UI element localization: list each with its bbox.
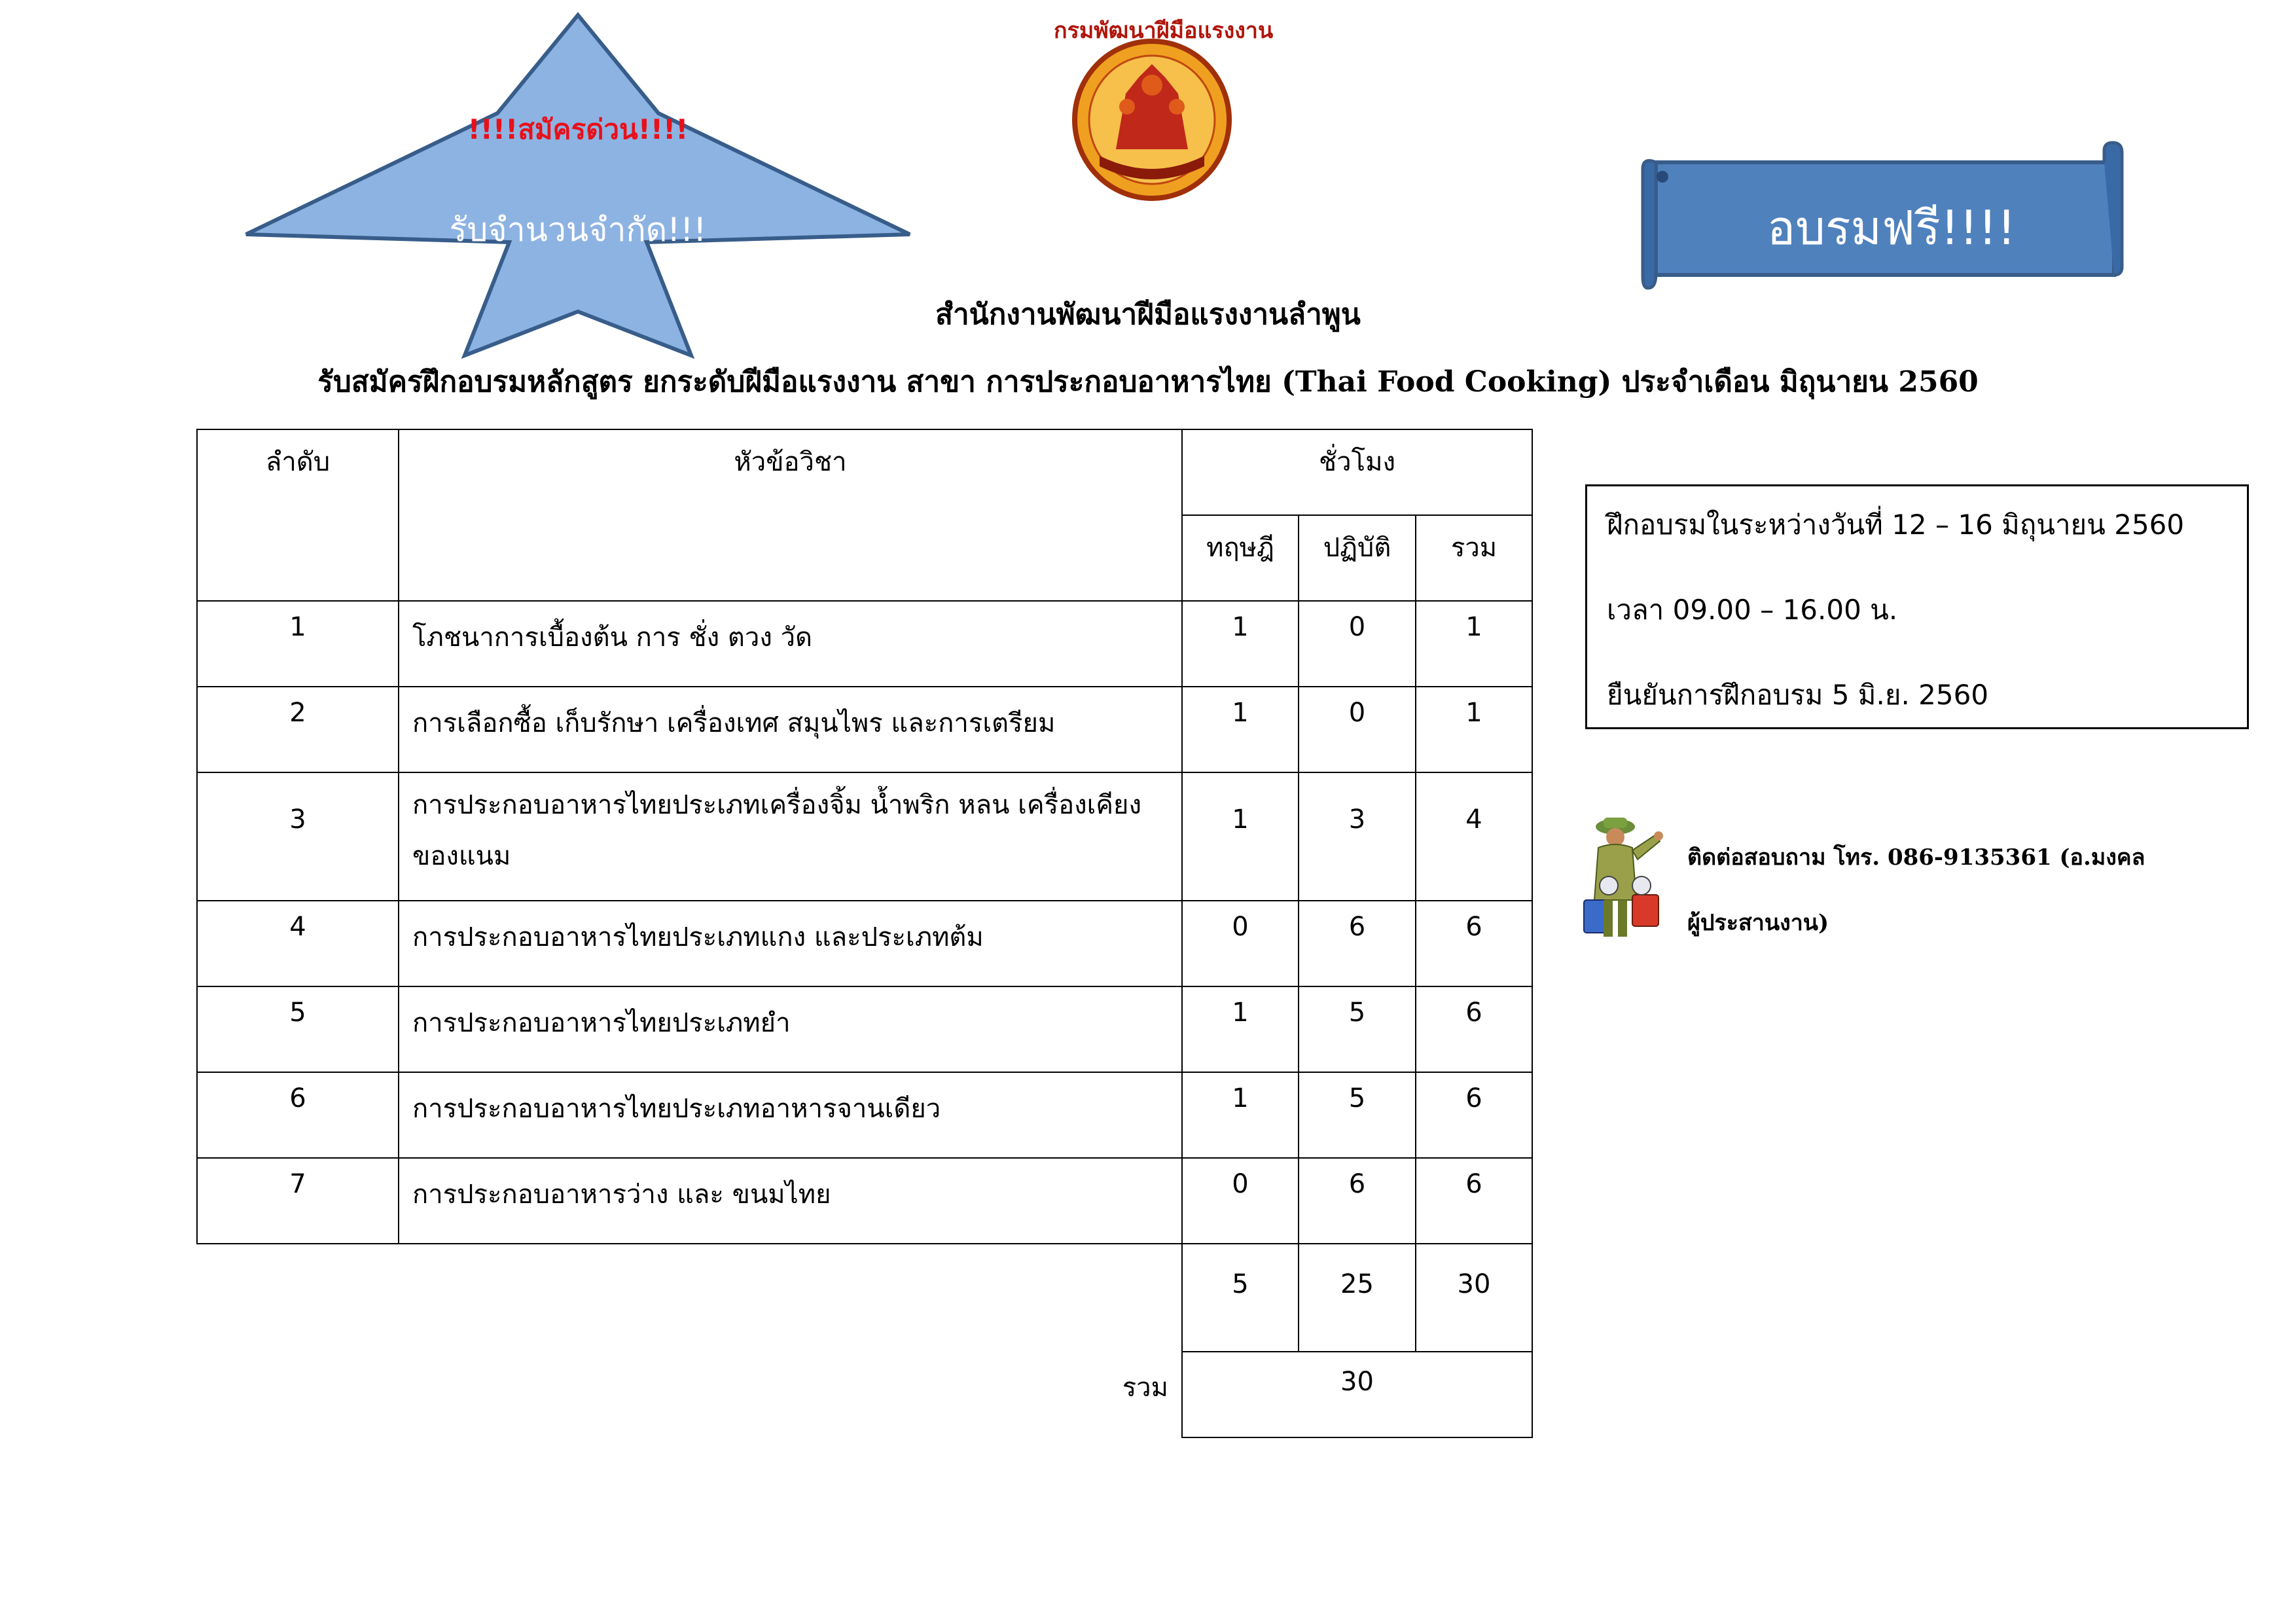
row-subject: โภชนาการเบื้องต้น การ ชั่ง ตวง วัด [399,601,1182,687]
totals-row [197,1244,1532,1352]
header-practice: ปฏิบัติ [1299,515,1416,601]
total-hours: 30 [1416,1244,1532,1352]
row-theory: 1 [1182,772,1299,901]
row-practice: 6 [1299,901,1416,986]
row-theory: 0 [1182,1158,1299,1244]
table-row [197,1072,1532,1158]
row-subject: การประกอบอาหารไทยประเภทยำ [399,986,1182,1072]
table-row [197,772,1532,901]
contact-info: ติดต่อสอบถาม โทร. 086-9135361 (อ.มงคล ผู้ประสานงาน) [1687,844,2145,936]
row-theory: 1 [1182,687,1299,772]
row-no: 4 [197,901,399,986]
course-schedule-table [196,429,1533,1438]
header-subject: หัวข้อวิชา [399,429,1182,601]
header-theory: ทฤษฎี [1182,515,1299,601]
table-row [197,1158,1532,1244]
row-subject: การประกอบอาหารว่าง และ ขนมไทย [399,1158,1182,1244]
row-practice: 3 [1299,772,1416,901]
table-row [197,687,1532,772]
grand-total-value: 30 [1182,1352,1532,1437]
table-row [197,601,1532,687]
row-total: 6 [1416,1072,1532,1158]
header-total: รวม [1416,515,1532,601]
row-total: 1 [1416,601,1532,687]
row-total: 6 [1416,1158,1532,1244]
row-theory: 0 [1182,901,1299,986]
table-row [197,901,1532,986]
table-row [197,986,1532,1072]
row-subject: การประกอบอาหารไทยประเภทเครื่องจิ้ม น้ำพริก หลน เครื่องเคียงของแนม [399,772,1182,901]
row-total: 4 [1416,772,1532,901]
confirmation-date: ยืนยันการฝึกอบรม 5 มิ.ย. 2560 [1607,679,1989,711]
row-practice: 0 [1299,601,1416,687]
training-time: เวลา 09.00 – 16.00 น. [1607,594,1898,626]
row-practice: 0 [1299,687,1416,772]
row-theory: 1 [1182,1072,1299,1158]
row-no: 5 [197,986,399,1072]
row-subject: การประกอบอาหารไทยประเภทแกง และประเภทต้ม [399,901,1182,986]
course-title: รับสมัครฝึกอบรมหลักสูตร ยกระดับฝีมือแรงงาน สาขา การประกอบอาหารไทย (Thai Food Cooking) ประจำเดือน มิถุนายน 2560 [317,365,1979,399]
grand-total-label: รวม [399,1352,1182,1437]
row-practice: 6 [1299,1158,1416,1244]
row-theory: 1 [1182,601,1299,687]
training-dates: ฝึกอบรมในระหว่างวันที่ 12 – 16 มิถุนายน 2560 [1607,509,2185,541]
header-hours: ชั่วโมง [1182,429,1532,515]
row-total: 6 [1416,986,1532,1072]
department-logo [1054,18,1283,234]
row-no: 7 [197,1158,399,1244]
row-no: 6 [197,1072,399,1158]
row-no: 1 [197,601,399,687]
row-no: 3 [197,772,399,901]
row-total: 1 [1416,687,1532,772]
logo-text: กรมพัฒนาฝีมือแรงงาน [1054,18,1274,44]
grand-total-row [197,1352,1532,1437]
limited-seats-text: รับจำนวนจำกัด!!! [449,211,707,249]
training-info-box [1585,484,2249,729]
contact-person-illustration [1584,808,1672,939]
row-practice: 5 [1299,1072,1416,1158]
row-theory: 1 [1182,986,1299,1072]
row-subject: การเลือกซื้อ เก็บรักษา เครื่องเทศ สมุนไพร และการเตรียม [399,687,1182,772]
total-theory: 5 [1182,1244,1299,1352]
urgent-text: !!!!สมัครด่วน!!!! [467,113,689,145]
row-no: 2 [197,687,399,772]
row-total: 6 [1416,901,1532,986]
org-title: สำนักงานพัฒนาฝีมือแรงงานลำพูน [935,298,1361,331]
row-practice: 5 [1299,986,1416,1072]
total-practice: 25 [1299,1244,1416,1352]
header-no: ลำดับ [197,429,399,601]
free-training-text: อบรมฟรี!!!! [1767,200,2017,255]
row-subject: การประกอบอาหารไทยประเภทอาหารจานเดียว [399,1072,1182,1158]
